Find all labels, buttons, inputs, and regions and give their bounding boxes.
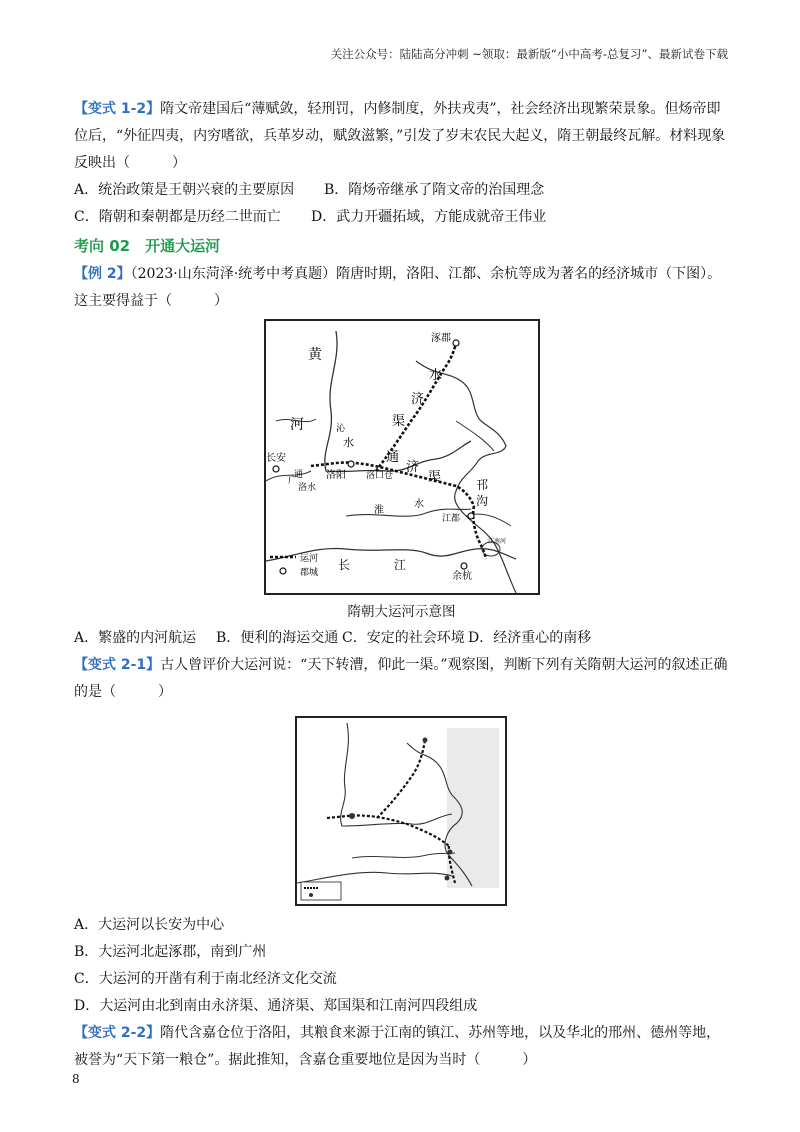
option-b: B．便利的海运交通 <box>216 630 339 646</box>
question-stem: 隋文帝建国后“薄赋敛，轻刑罚，内修制度，外扶戎夷”，社会经济出现繁荣景象。但炀帝即位后，“外征四夷，内穷嗜欲，兵革岁动，赋敛滋繁，”引发了岁末农民大起义，隋王朝最终瓦解。材料现象反映出（ ） <box>74 101 726 171</box>
label-tongji-tong: 通 <box>386 450 400 465</box>
label-chang: 长 <box>338 558 351 572</box>
label-tongji-ji: 济 <box>406 460 420 475</box>
label-huang: 黄 <box>308 347 322 363</box>
label-huai: 淮 <box>374 505 384 516</box>
label-yongji-qu: 渠 <box>392 414 406 429</box>
legend-canal: 运河 <box>300 554 319 564</box>
option-c: C．大运河的开凿有利于南北经济文化交流 <box>74 971 337 987</box>
option-d: D．武力开疆拓域，方能成就帝王伟业 <box>311 209 547 225</box>
grand-canal-map-small <box>295 716 507 906</box>
label-yongji-shui: 水 <box>429 368 443 383</box>
label-jiangdu: 江都 <box>442 514 461 524</box>
option-a: A．统治政策是王朝兴衰的主要原因 <box>74 182 295 198</box>
label-luoshui: 洛水 <box>298 483 317 493</box>
question-1-2 <box>74 96 729 177</box>
label-hangou-gou: 沟 <box>476 494 489 508</box>
grand-canal-map <box>264 319 540 595</box>
example-2 <box>74 261 729 315</box>
question-stem: （2023·山东菏泽·统考中考真题）隋唐时期，洛阳、江都、余杭等成为著名的经济城市（下图）。这主要得益于（ ） <box>74 266 722 309</box>
label-zhuojun: 涿郡 <box>431 333 451 344</box>
label-yuhang: 余杭 <box>452 571 472 582</box>
option-b: B．隋炀帝继承了隋文帝的治国理念 <box>324 182 545 198</box>
label-tong: 通 <box>294 470 304 480</box>
section-title: 考向 02 开通大运河 <box>74 237 221 255</box>
label-he: 河 <box>290 417 304 433</box>
option-c: C．隋朝和秦朝都是历经二世而亡 <box>74 209 281 225</box>
label-changan: 长安 <box>266 453 286 464</box>
question-tag: 【变式 2-1】 <box>74 657 161 673</box>
option-a: A．大运河以长安为中心 <box>74 917 225 933</box>
map-caption: 隋朝大运河示意图 <box>347 604 456 620</box>
question-2-2 <box>74 1020 729 1074</box>
page-header: 关注公众号：陆陆高分冲刺 ~领取：最新版“小中高考-总复习”、最新试卷下载 <box>330 47 728 61</box>
option-d: D．大运河由北到南由永济渠、通济渠、郑国渠和江南河四段组成 <box>74 998 478 1014</box>
option-row <box>74 625 729 652</box>
label-qin: 沁 <box>336 424 346 434</box>
question-2-1 <box>74 652 729 706</box>
label-huai-shui: 水 <box>414 499 424 510</box>
question-tag: 【变式 2-2】 <box>74 1025 161 1041</box>
option-a: A．繁盛的内河航运 <box>74 630 197 646</box>
question-stem: 古人曾评价大运河说：“天下转漕，仰此一渠。”观察图，判断下列有关隋朝大运河的叙述正确的是（ ） <box>74 657 728 700</box>
option-c: C．安定的社会环境 <box>342 630 465 646</box>
label-tongji-qu: 渠 <box>428 470 442 485</box>
map-figure-small <box>297 718 505 904</box>
option-row <box>74 204 729 231</box>
legend-city: 郡城 <box>300 568 319 578</box>
label-yongji-ji: 济 <box>411 392 425 407</box>
map-figure <box>266 321 538 593</box>
option-b: B．大运河北起涿郡，南到广州 <box>74 944 267 960</box>
label-jiang: 江 <box>394 558 407 572</box>
label-jiangnan: 江南河 <box>488 538 507 545</box>
document-body <box>74 96 729 1074</box>
label-luokoucang: 洛口仓 <box>366 471 394 481</box>
label-luoyang: 洛阳 <box>326 470 346 481</box>
label-qin-shui: 水 <box>343 436 354 449</box>
question-tag: 【变式 1-2】 <box>74 101 161 117</box>
question-tag: 【例 2】 <box>74 266 131 282</box>
label-guang: 广 <box>288 476 298 486</box>
question-stem: 隋代含嘉仓位于洛阳，其粮食来源于江南的镇江、苏州等地，以及华北的邢州、德州等地，被誉为“天下第一粮仓”。据此推知，含嘉仓重要地位是因为当时（ ） <box>74 1025 721 1068</box>
label-hangou-han: 邗 <box>476 478 489 492</box>
option-d: D．经济重心的南移 <box>468 630 592 646</box>
page-number: 8 <box>72 1072 80 1086</box>
option-row <box>74 177 729 204</box>
